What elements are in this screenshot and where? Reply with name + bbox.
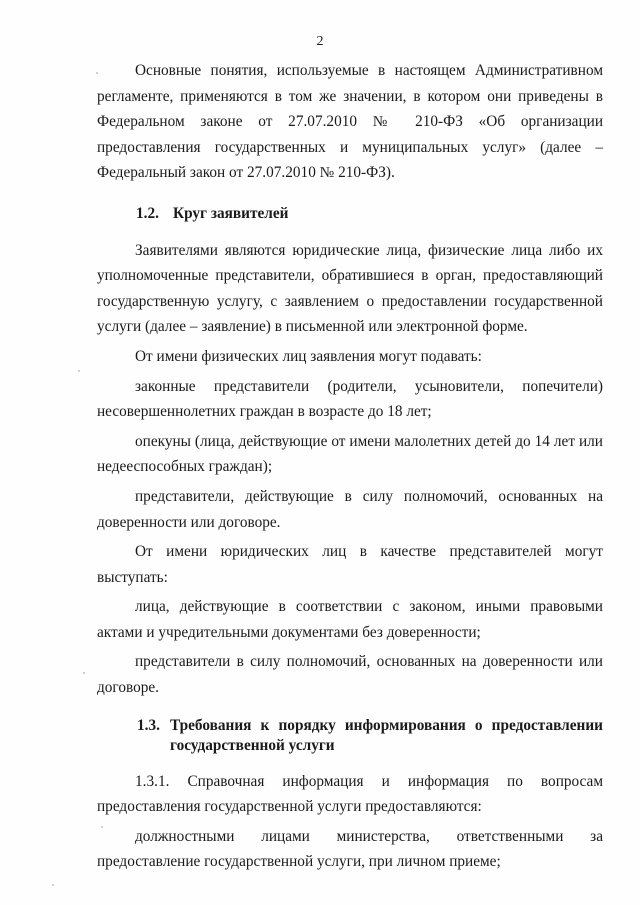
section-number: 1.3. xyxy=(137,716,160,734)
paragraph-statutory-persons: лица, действующие в соответствии с законом, иными правовыми актами и учредительными документами без доверенности; xyxy=(97,598,603,641)
paragraph-entity-proxies: представители в силу полномочий, основанных на доверенности или договоре. xyxy=(97,653,603,697)
scan-speck xyxy=(78,370,80,372)
paragraph-guardians: опекуны (лица, действующие от имени малолетних детей до 14 лет или недееспособных граждан); xyxy=(97,432,603,476)
paragraph-legal-representatives: законные представители (родители, усыновители, попечители) несовершеннолетних граждан в возрасте до 18 лет; xyxy=(97,377,603,421)
section-title: Круг заявителей xyxy=(173,204,289,222)
paragraph-applicants: Заявителями являются юридические лица, физические лица либо их уполномоченные представители, обратившиеся в орган, предоставляющий государственную услугу, с заявлением о предоставлении государственной услуги (далее – заявление) в письменной или электронной форме. xyxy=(97,241,603,336)
section-number: 1.2. xyxy=(136,204,159,222)
paragraph-info-1-3-1: 1.3.1. Справочная информация и информация по вопросам предоставления государственной услуги предоставляются: xyxy=(97,772,603,816)
scan-speck xyxy=(101,826,103,828)
paragraph-definitions: Основные понятия, используемые в настоящем Административном регламенте, применяются в том же значении, в котором они приведены в Федеральном законе от 27.07.2010 № 210-ФЗ «Об организации предоставления государственных и муниципальных услуг» (далее – Федеральный закон от 27.07.2010 № 210-ФЗ). xyxy=(97,62,603,182)
page-number: 2 xyxy=(316,34,324,49)
paragraph-proxies: представители, действующие в силу полномочий, основанных на доверенности или договоре. xyxy=(97,487,603,531)
paragraph-officials: должностными лицами министерства, ответственными за предоставление государственной услуги, при личном приеме; xyxy=(97,827,603,871)
section-heading-1-2 xyxy=(97,201,603,227)
document-body xyxy=(97,58,603,875)
section-title: Требования к порядку информирования о предоставлении государственной услуги xyxy=(170,716,603,754)
paragraph-individuals-intro: От имени физических лиц заявления могут подавать: xyxy=(135,347,482,365)
scan-speck xyxy=(96,72,98,74)
scan-speck xyxy=(83,672,85,674)
section-heading-1-3 xyxy=(97,716,603,756)
paragraph-legal-entities-intro: От имени юридических лиц в качестве представителей могут выступать: xyxy=(97,543,603,586)
scan-speck xyxy=(52,884,54,886)
